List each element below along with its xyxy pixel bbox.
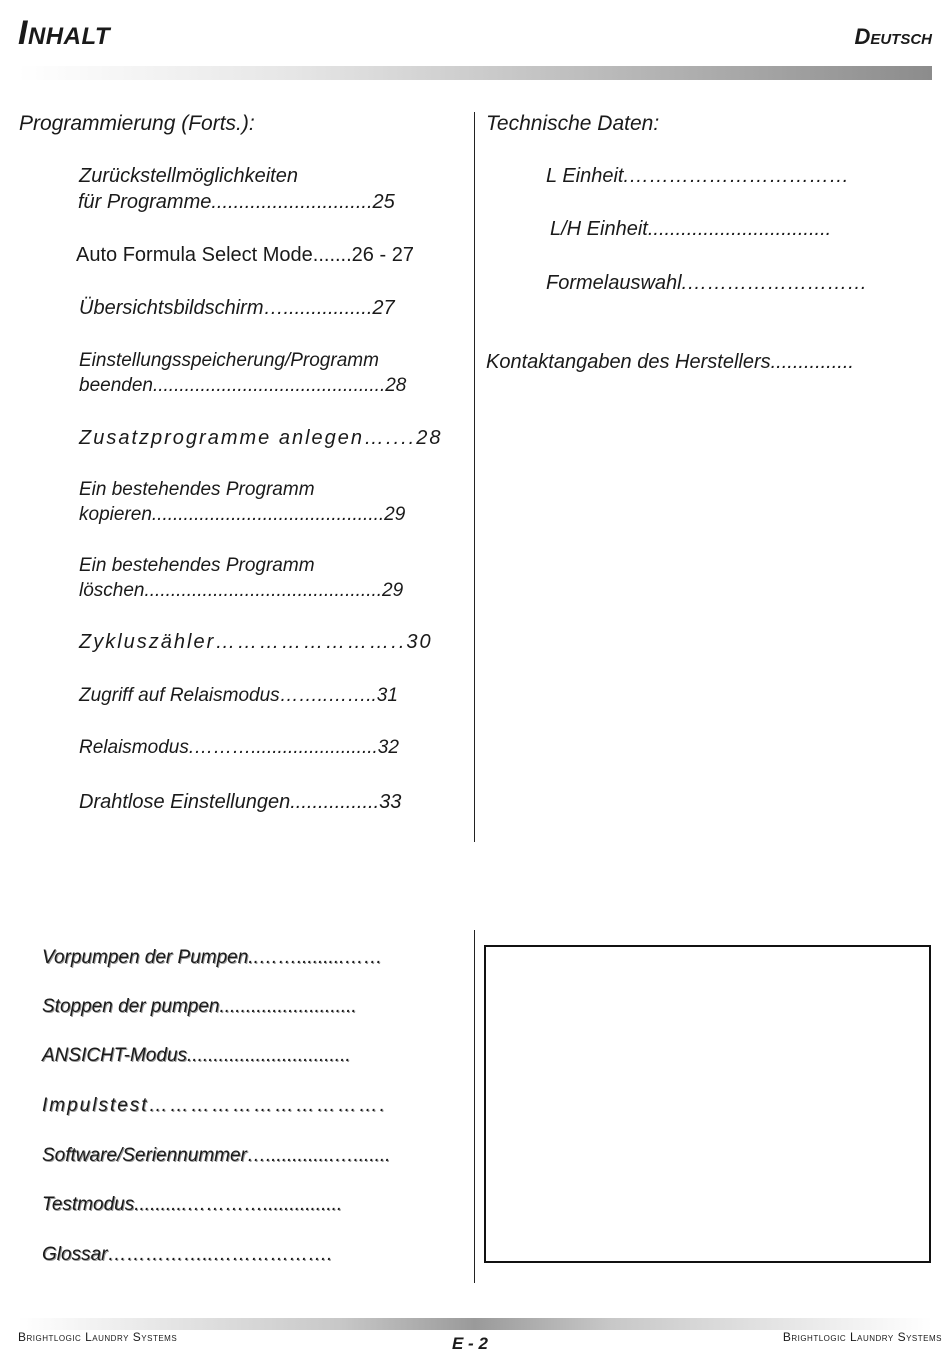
toc-entry-relay-access[interactable]: Zugriff auf Relaismodus……..……..31 xyxy=(79,685,398,706)
toc-entry-pulse-test[interactable]: Impulstest……………………………. xyxy=(42,1095,387,1116)
toc-entry-view-mode[interactable]: ANSICHT-Modus............................... xyxy=(42,1045,351,1066)
footer-brand-right: Brightlogic Laundry Systems xyxy=(782,1330,942,1344)
toc-entry-save-line2[interactable]: beenden............................................28 xyxy=(79,375,407,396)
toc-entry-reset-line1[interactable]: Zurückstellmöglichkeiten xyxy=(79,165,298,187)
language-label: Deutsch xyxy=(854,24,932,49)
section-heading-technical-data: Technische Daten: xyxy=(486,112,660,135)
toc-entry-test-mode[interactable]: Testmodus..........…………............... xyxy=(42,1194,343,1215)
toc-entry-manufacturer-contact[interactable]: Kontaktangaben des Herstellers............... xyxy=(486,351,854,373)
toc-entry-prime-pumps[interactable]: Vorpumpen der Pumpen..…….........…… xyxy=(42,947,383,968)
toc-entry-copy-line1[interactable]: Ein bestehendes Programm xyxy=(79,479,315,500)
toc-entry-additional-programs[interactable]: Zusatzprogramme anlegen…....28 xyxy=(79,427,443,449)
footer-gradient-bar xyxy=(18,1318,932,1330)
toc-entry-software-serial[interactable]: Software/Seriennummer….............…....... xyxy=(42,1145,391,1166)
footer-brand-left: Brightlogic Laundry Systems xyxy=(18,1330,178,1344)
toc-entry-l-unit[interactable]: L Einheit.…………………………… xyxy=(546,165,850,187)
toc-entry-copy-line2[interactable]: kopieren............................................29 xyxy=(79,504,406,525)
header-gradient-bar xyxy=(18,66,932,80)
toc-entry-save-line1[interactable]: Einstellungsspeicherung/Programm xyxy=(79,350,379,371)
toc-entry-lh-unit[interactable]: L/H Einheit................................. xyxy=(550,218,832,240)
toc-entry-overview[interactable]: Übersichtsbildschirm…................27 xyxy=(79,297,395,319)
toc-entry-glossary[interactable]: Glossar……………..………………. xyxy=(42,1244,333,1265)
page-number: E - 2 xyxy=(452,1334,488,1353)
toc-entry-wireless[interactable]: Drahtlose Einstellungen................33 xyxy=(79,791,402,813)
toc-entry-auto-formula[interactable]: Auto Formula Select Mode.......26 - 27 xyxy=(76,244,414,266)
toc-entry-cycle-counter[interactable]: Zykluszähler……………………..30 xyxy=(79,631,433,653)
toc-entry-formula-select[interactable]: Formelauswahl.……………………… xyxy=(546,272,868,294)
column-divider-lower xyxy=(474,930,475,1283)
column-divider-upper xyxy=(474,112,475,842)
section-heading-programming: Programmierung (Forts.): xyxy=(19,112,255,135)
toc-entry-delete-line1[interactable]: Ein bestehendes Programm xyxy=(79,555,315,576)
toc-entry-stop-pumps[interactable]: Stoppen der pumpen.......................... xyxy=(42,996,357,1017)
empty-note-box xyxy=(484,945,931,1263)
toc-entry-reset-line2[interactable]: für Programme.............................25 xyxy=(78,191,395,213)
toc-entry-delete-line2[interactable]: löschen.............................................29 xyxy=(79,580,404,601)
toc-entry-relay-mode[interactable]: Relaismodus.………........................32 xyxy=(79,737,399,758)
page-title: Inhalt xyxy=(18,14,110,52)
